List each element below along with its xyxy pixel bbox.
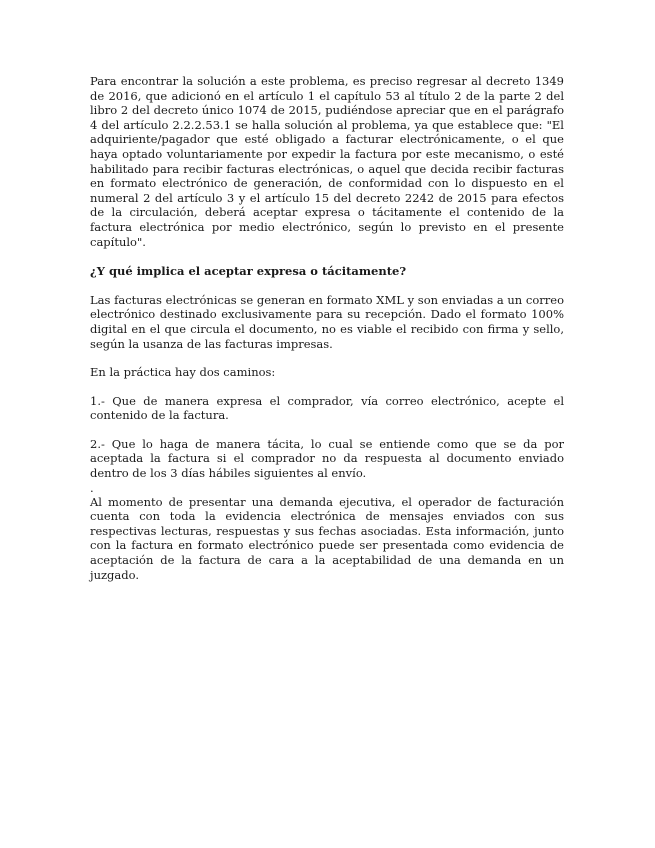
paragraph-executive-demand: Al momento de presentar una demanda ejecutiva, el operador de facturación cuenta con toda la evidencia electrónica de mensajes enviados con sus respectivas lecturas, respuestas y sus fechas asociadas. Esta información, junto con la factura en formato electrónico puede ser presentada como evidencia de aceptación de la factura de cara a la aceptabilidad de una demanda en un juzgado.	[90, 494, 564, 582]
paragraph-two-paths: En la práctica hay dos caminos:	[90, 365, 276, 380]
paragraph-xml-invoices: Las facturas electrónicas se generan en formato XML y son enviadas a un correo electrónico destinado exclusivamente para su recepción. Dado el formato 100% digital en el que circula el documento, no es viable el recibido con firma y sello, según la usanza de las facturas impresas.	[90, 292, 564, 351]
section-heading: ¿Y qué implica el aceptar expresa o tácitamente?	[90, 264, 407, 279]
document-page	[90, 74, 564, 582]
paragraph-decree-solution: Para encontrar la solución a este problema, es preciso regresar al decreto 1349 de 2016, que adicionó en el artículo 1 el capítulo 53 al título 2 de la parte 2 del libro 2 del decreto único 1074 de 2015, pudiéndose apreciar que en el parágrafo 4 del artículo 2.2.2.53.1 se halla solución al problema, ya que establece que: "El adquiriente/pagador que esté obligado a facturar electrónicamente, o el que haya optado voluntariamente por expedir la factura por este mecanismo, o esté habilitado para recibir facturas electrónicas, o aquel que decida recibir facturas en formato electrónico de generación, de conformidad con lo dispuesto en el numeral 2 del artículo 3 y el artículo 15 del decreto 2242 de 2015 para efectos de la circulación, deberá aceptar expresa o tácitamente el contenido de la factura electrónica por medio electrónico, según lo previsto en el presente capítulo".	[90, 74, 564, 249]
stray-dot: .	[90, 480, 94, 495]
paragraph-tacit-acceptance: 2.- Que lo haga de manera tácita, lo cual se entiende como que se da por aceptada la factura si el comprador no da respuesta al documento enviado dentro de los 3 días hábiles siguientes al envío.	[90, 436, 564, 481]
paragraph-express-acceptance: 1.- Que de manera expresa el comprador, vía correo electrónico, acepte el contenido de la factura.	[90, 393, 564, 423]
